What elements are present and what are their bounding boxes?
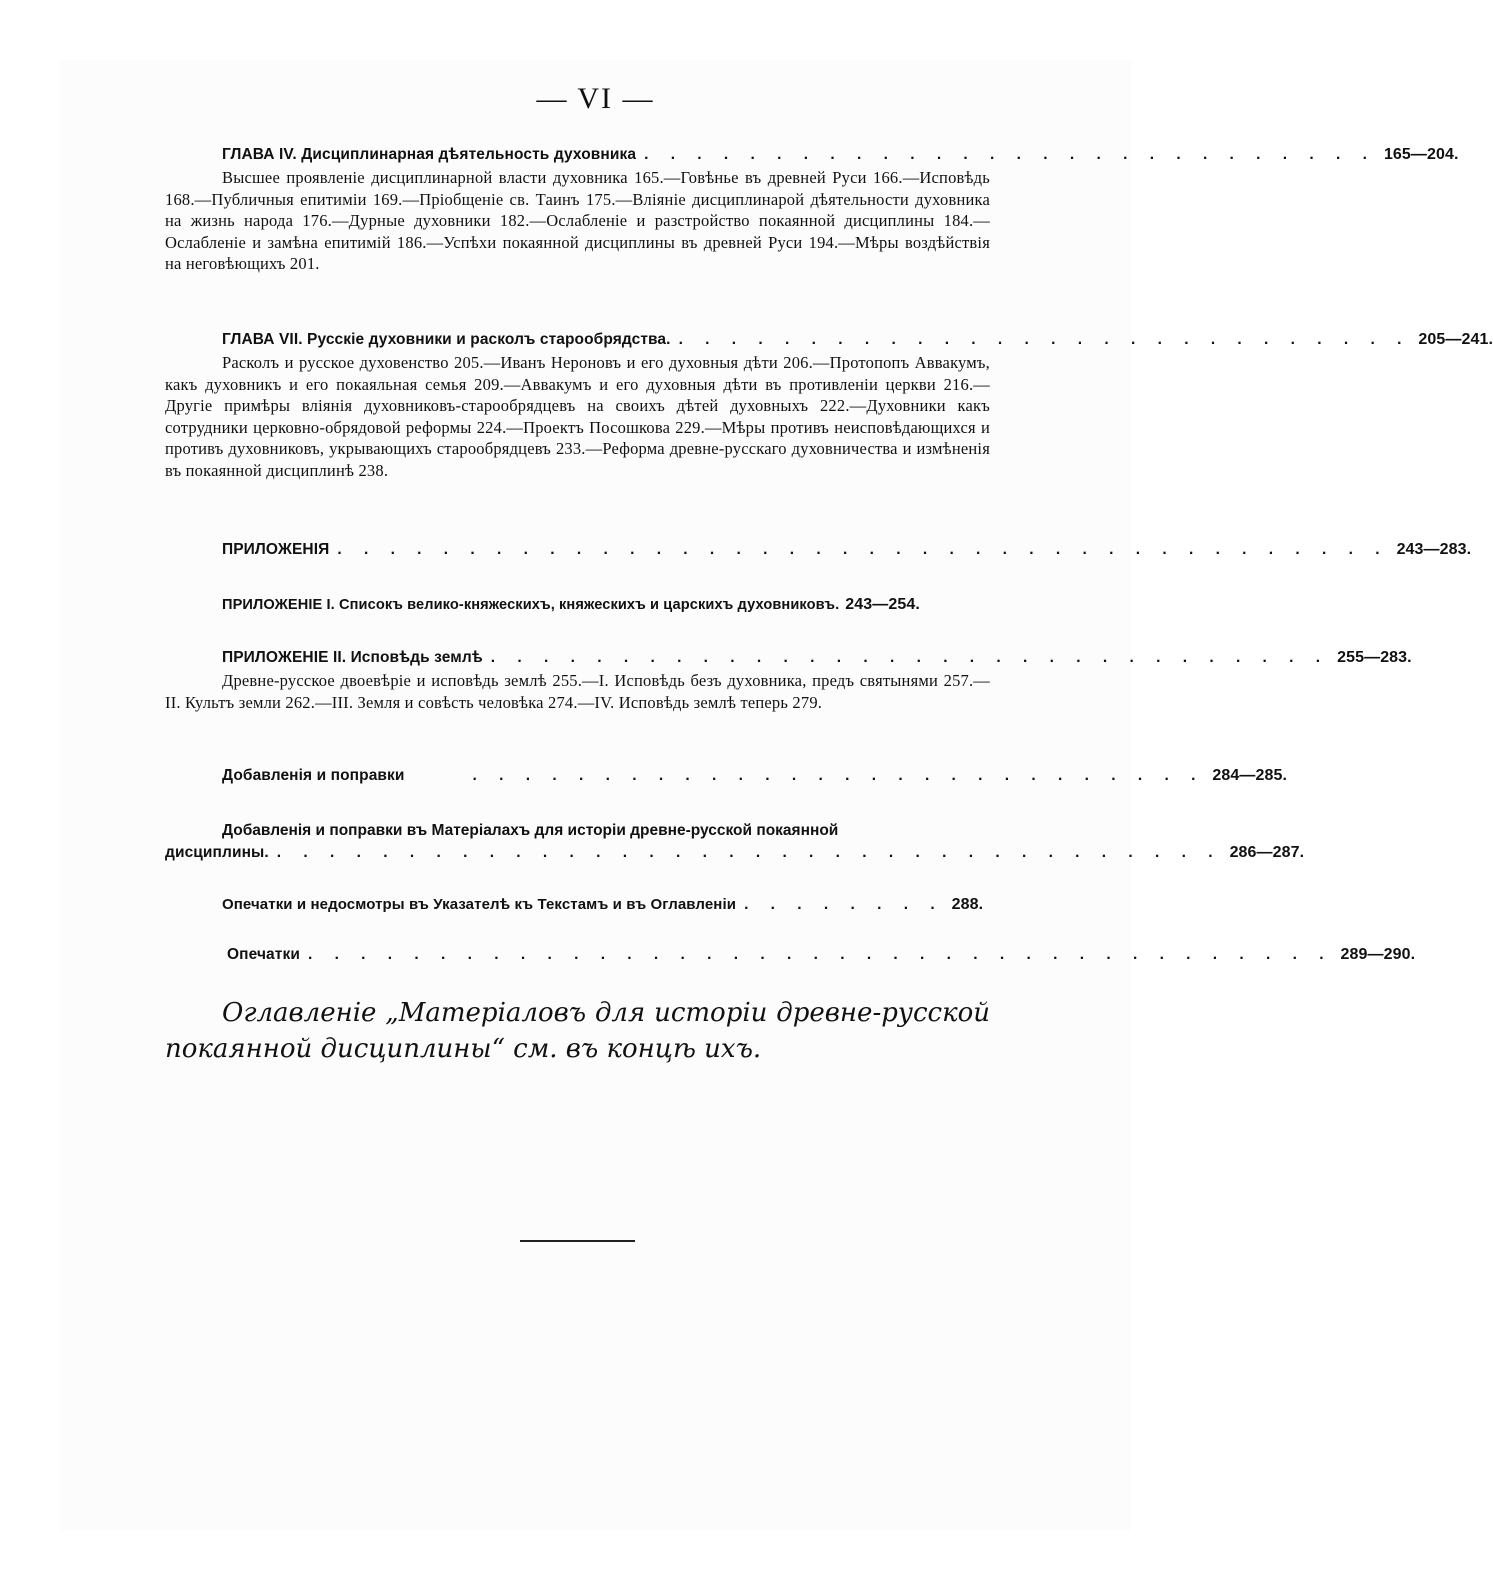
leader-dots: . . . . . . . . . . . . . . . . . . . . . . . . . . . . [644, 146, 1376, 163]
toc-title-line-2: дисциплины. [165, 844, 269, 861]
toc-pages: 255—283. [1337, 649, 1412, 666]
toc-description: Расколъ и русское духовенство 205.—Иванъ Нероновъ и его духовныя дѣти 206.—Протопопъ Аввакумъ, какъ духовникъ и его покаяльная семья 209.—Аввакумъ и его духовныя дѣти въ противленіи церкви 216.—Другіе примѣры вліянія духовниковъ-старообрядцевъ на своихъ дѣтей духовныхъ 222.—Духовники какъ сотрудники церковно-обрядовой реформы 224.—Проектъ Посошкова 229.—Мѣры противъ неисповѣдающихся и противъ духовниковъ, укрывающихъ старообрядцевъ 233.—Реформа древне-русскаго духовничества и измѣненія въ покаянной дисциплинѣ 238. [165, 353, 990, 480]
toc-heading [165, 767, 1288, 785]
toc-heading [165, 649, 1412, 667]
toc-heading [165, 946, 1416, 964]
toc-entry-misprints-index [165, 896, 984, 914]
toc-entry-misprints [165, 946, 1416, 964]
toc-description: Высшее проявленіе дисциплинарной власти духовника 165.—Говѣнье въ древней Руси 166.—Исповѣдь 168.—Публичныя епитиміи 169.—Пріобщеніе св. Таинъ 175.—Вліяніе дисциплинарой дѣятельности духовника на жизнь народа 176.—Дурные духовники 182.—Ослабленіе и разстройство покаянной дисциплины 184.—Ослабленіе и замѣна епитимій 186.—Успѣхи покаянной дисциплины въ древней Руси 194.—Мѣры воздѣйствія на неговѣющихъ 201. [165, 168, 990, 274]
toc-title: Опечатки [227, 946, 300, 963]
toc-heading [165, 844, 1305, 862]
toc-title: ПРИЛОЖЕНІЯ [222, 541, 330, 558]
toc-heading [165, 596, 990, 614]
toc-title: Добавленія и поправки [222, 767, 405, 784]
toc-pages: 288. [951, 896, 984, 913]
toc-heading [165, 541, 1472, 559]
leader-dots: . . . . . . . . . . . . . . . . . . . . . . . . . . . . . . . . [490, 649, 1330, 666]
toc-description: Древне-русское двоевѣріе и исповѣдь землѣ 255.—I. Исповѣдь безъ духовника, предъ святынями 257.—II. Культъ земли 262.—III. Земля и совѣсть человѣка 274.—IV. Исповѣдь землѣ теперь 279. [165, 671, 990, 712]
page-number: — VI — [536, 82, 655, 115]
toc-title: ГЛАВА IV. Дисциплинарная дѣятельность духовника [222, 146, 637, 163]
materials-note: Оглавленіе „Матеріаловъ для исторіи древне-русской покаянной дисциплины“ см. въ концѣ ихъ. [165, 998, 990, 1064]
toc-entry-appendix-1 [165, 596, 990, 614]
toc-pages: 205—241. [1418, 331, 1493, 348]
toc-heading [165, 331, 1493, 349]
toc-title: ГЛАВА VII. Русскіе духовники и расколъ старообрядства. [222, 331, 671, 348]
toc-pages: 243—283. [1396, 541, 1472, 558]
leader-dots: . . . . . . . . . . . . . . . . . . . . . . . . . . . . . . . . . . . . [276, 844, 1222, 861]
toc-title: ПРИЛОЖЕНІЕ II. Исповѣдь землѣ [222, 649, 483, 666]
toc-heading [165, 146, 1459, 164]
toc-heading [165, 896, 984, 914]
leader-dots: . . . . . . . . . . . . . . . . . . . . . . . . . . . . . . . . . . . . . . . . [337, 541, 1389, 558]
closing-rule [520, 1240, 635, 1242]
leader-dots: . . . . . . . . . . . . . . . . . . . . . . . . . . . . [678, 331, 1411, 348]
toc-pages: 284—285. [1212, 767, 1288, 784]
toc-entry-appendices [165, 541, 1472, 559]
toc-pages: 165—204. [1383, 146, 1459, 163]
toc-entry-chapter-4 [165, 146, 1459, 275]
toc-pages: 243—254. [845, 596, 920, 613]
page-background [60, 60, 1131, 1530]
toc-entry-appendix-2 [165, 649, 1412, 713]
toc-pages: 286—287. [1229, 844, 1305, 861]
toc-title-line-1: Добавленія и поправки въ Матеріалахъ для исторіи древне-русской покаянной [222, 822, 839, 839]
leader-dots: . . . . . . . . [744, 896, 944, 913]
toc-title: Опечатки и недосмотры въ Указателѣ къ Текстамъ и въ Оглавленіи [222, 896, 737, 913]
toc-entry-addenda [165, 767, 1288, 785]
leader-dots: . . . . . . . . . . . . . . . . . . . . . . . . . . . . [472, 767, 1205, 784]
leader-dots: . . . . . . . . . . . . . . . . . . . . . . . . . . . . . . . . . . . . . . . [307, 946, 1333, 963]
toc-entry-chapter-7 [165, 331, 1493, 482]
toc-entry-addenda-materials [165, 822, 1305, 862]
toc-pages: 289—290. [1340, 946, 1416, 963]
toc-title: ПРИЛОЖЕНІЕ I. Списокъ велико-княжескихъ, княжескихъ и царскихъ духовниковъ. [222, 597, 840, 613]
